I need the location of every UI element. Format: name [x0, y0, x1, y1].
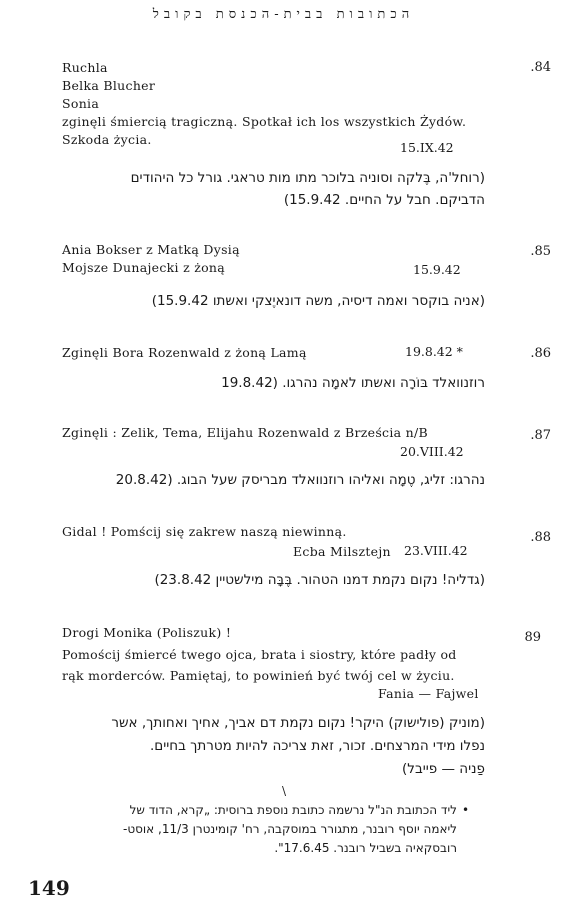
entry-polish-text — [62, 424, 428, 442]
hebrew-line: נפלו מידי המרצחים. זכור, זאת צריכה להיות מטרתך בחיים. — [149, 738, 485, 754]
hebrew-line: (רוחל'ה, בֶּלקה וסוניה בלוכר מתו מות טראגי. גורל כל היהודים — [130, 170, 485, 186]
hebrew-line: (אניה בוקסר ואמה דיסיה, משה דונאיֶצקי ואשתו 15.9.42) — [151, 293, 485, 309]
footnote-line: רובסקאיה בשביל רובנר. 17.6.45". — [274, 841, 457, 855]
polish-line: Ania Bokser z Matką Dysią — [62, 242, 240, 257]
hebrew-line: הדביקם. חבל על החיים. 15.9.42) — [283, 192, 485, 208]
entry-number: .85 — [530, 244, 551, 259]
polish-line: zginęli śmiercią tragiczną. Spotkał ich los wszystkich Żydów. — [62, 114, 467, 129]
entry-number: .84 — [530, 60, 551, 75]
entry-hebrew-text — [131, 167, 485, 211]
entry-hebrew-text — [111, 712, 485, 781]
entry-polish-text — [62, 523, 347, 541]
polish-line: Pomościj śmiercé twego ojca, brata i siostry, które padły od — [62, 647, 457, 662]
polish-line: Gidal ! Pomścij się zakrew naszą niewinną. — [62, 524, 347, 539]
entry-hebrew-text — [152, 290, 485, 312]
entry-date: 23.VIII.42 — [404, 543, 468, 558]
entry-number: 89 — [524, 630, 541, 645]
polish-line: Sonia — [62, 96, 100, 111]
footnote-line: ליאמה יוסף רובנר, מתגורר במוסקבה, רח' קומינטרן 11/3, אוסט- — [123, 822, 457, 836]
entry-hebrew-text — [116, 469, 485, 491]
entry-polish-text — [62, 59, 466, 149]
entry-number: .86 — [530, 346, 551, 361]
entry-number: .87 — [530, 428, 551, 443]
polish-line: rąk morderców. Pamiętaj, to powinień być twój cel w życiu. — [62, 668, 455, 683]
entry-hebrew-text — [154, 569, 485, 591]
entry-date: 20.VIII.42 — [400, 444, 464, 459]
footnote-line: ליד הכתובת הנ"ל נרשמה כתובת נוספת ברוסית: „קרא, הדוד של — [129, 803, 457, 817]
polish-line: Zginęli : Zelik, Tema, Elijahu Rozenwald z Brześcia n/B — [62, 425, 429, 440]
entry-signature: Fania — Fajwel — [378, 686, 479, 701]
polish-line: Ruchla — [62, 60, 108, 75]
entry-date: 15.IX.42 — [400, 140, 454, 155]
footnote-bullet: • — [462, 803, 470, 817]
entry-signature: Ecba Milsztejn — [293, 544, 391, 559]
footnote-text — [123, 801, 457, 858]
polish-line: Zginęli Bora Rozenwald z żoną Lamą — [62, 345, 307, 360]
entry-polish-text — [62, 241, 240, 277]
polish-line: Szkoda życia. — [62, 132, 152, 147]
polish-line: Belka Blucher — [62, 78, 156, 93]
entry-number: .88 — [530, 530, 551, 545]
hebrew-line: פַניה — פייבל) — [402, 761, 485, 777]
hebrew-line: (גדליה! נקום נקמת דמנו הטהור. בֶּבָּה מילשטיין 23.8.42) — [154, 572, 485, 588]
polish-line: Drogi Monika (Poliszuk) ! — [62, 625, 232, 640]
entry-hebrew-text — [221, 372, 485, 394]
page-number: 149 — [28, 876, 70, 900]
hebrew-line: (מוניק (פולישוק) היקר! נקום נקמת דם אביך, אחיך ואחותך, אשר — [111, 715, 485, 731]
entry-date: 15.9.42 — [413, 262, 461, 277]
hebrew-line: נהרגו: זליג, טֶמָה ואליהו רוזנוואלד מבריסק שעל הבוג. (20.8.42 — [115, 472, 485, 488]
entry-polish-text — [62, 624, 457, 685]
hebrew-line: רוזנוואלד בּוֹרָה ואשתו לאמָה נהרגו. (19.8.42 — [221, 375, 485, 391]
entry-polish-text — [62, 344, 307, 362]
running-header: הכתובות בבית-הכנסת בקובל — [152, 7, 415, 22]
separator-mark: \ — [282, 784, 287, 798]
polish-line: Mojsze Dunajecki z żoną — [62, 260, 226, 275]
entry-date: 19.8.42 * — [405, 344, 463, 359]
